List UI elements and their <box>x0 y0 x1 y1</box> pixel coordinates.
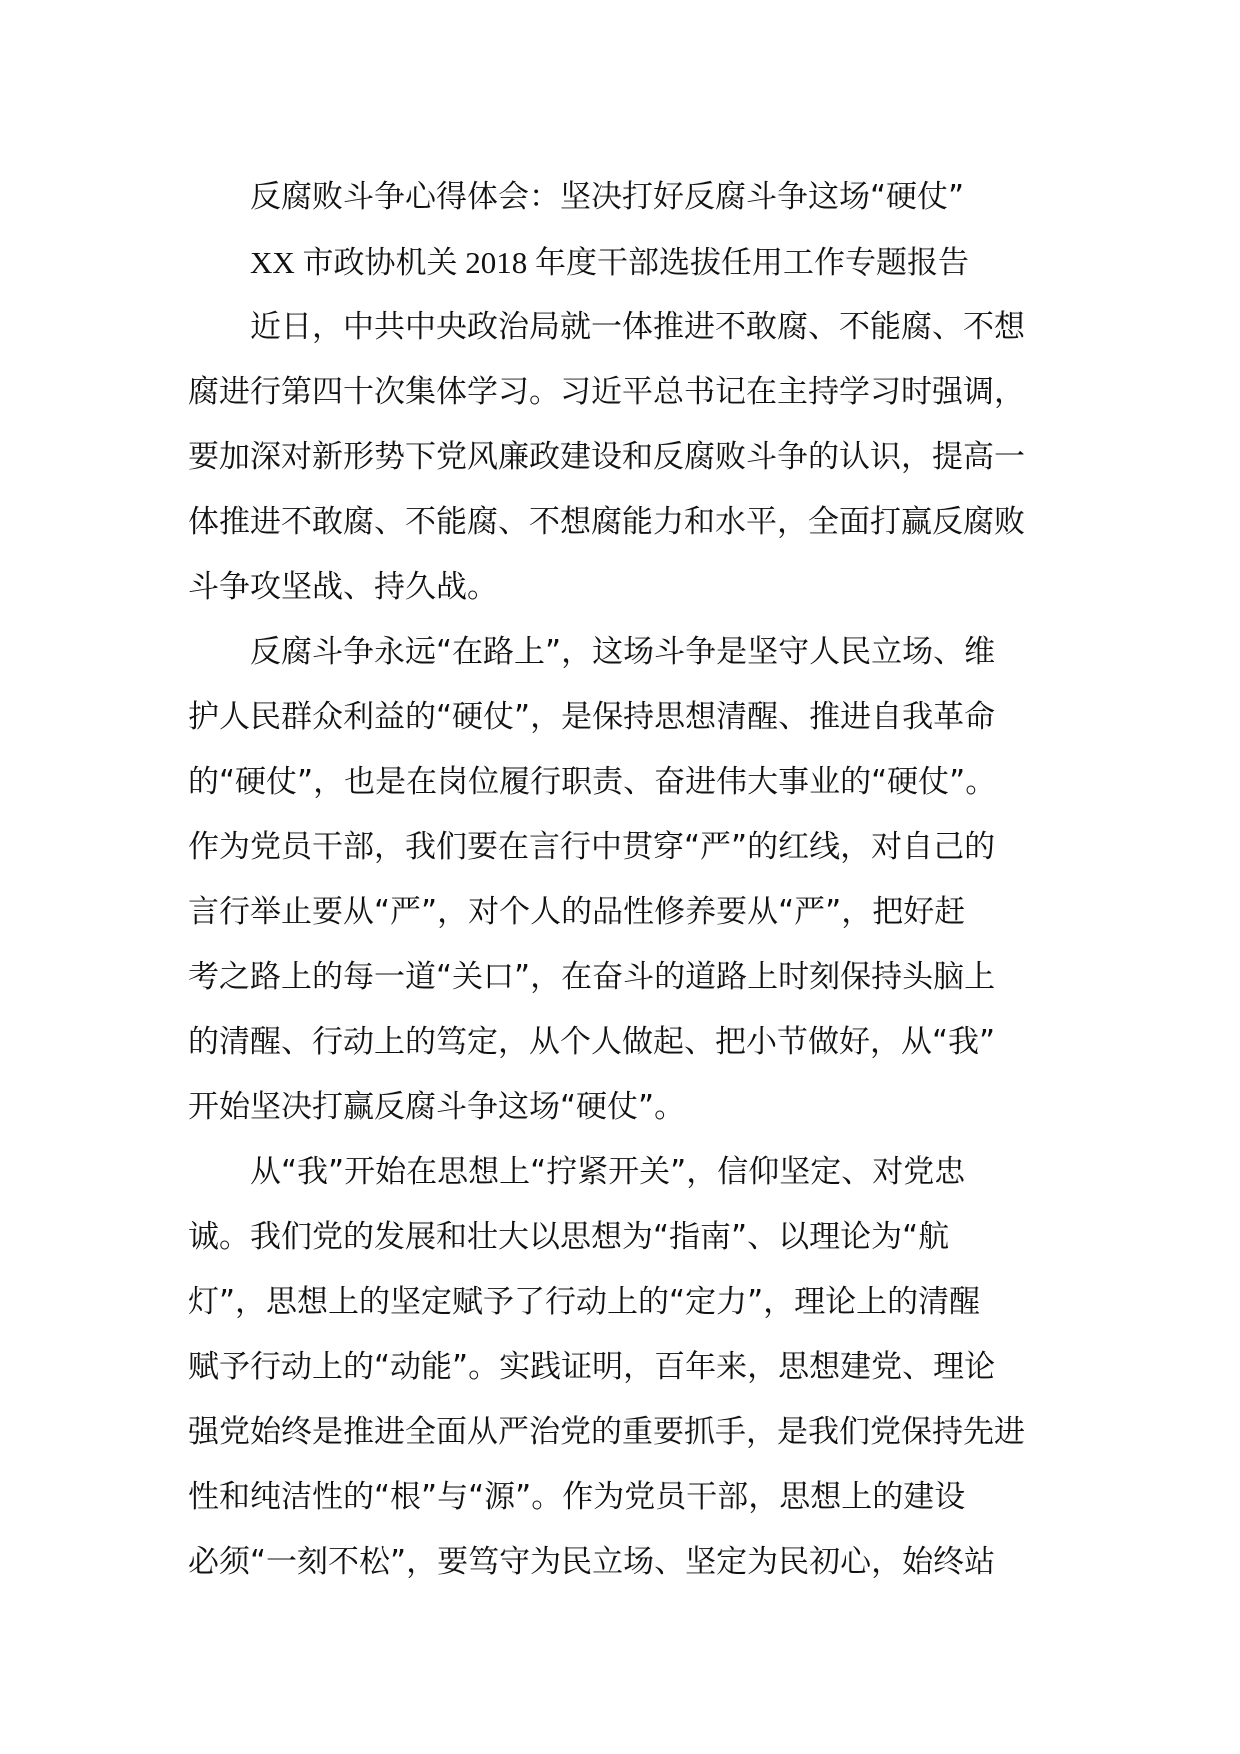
text-line: 灯”，思想上的坚定赋予了行动上的“定力”，理论上的清醒 <box>188 1284 981 1320</box>
text-line: 的清醒、行动上的笃定，从个人做起、把小节做好，从“我” <box>188 1024 996 1060</box>
text-line: 开始坚决打赢反腐斗争这场“硬仗”。 <box>188 1089 686 1125</box>
text-line: 护人民群众利益的“硬仗”，是保持思想清醒、推进自我革命 <box>188 699 996 735</box>
text-line: 性和纯洁性的“根”与“源”。作为党员干部，思想上的建设 <box>188 1479 966 1515</box>
text-line: 腐进行第四十次集体学习。习近平总书记在主持学习时强调， <box>188 374 1025 410</box>
text-line: 的“硬仗”，也是在岗位履行职责、奋进伟大事业的“硬仗”。 <box>188 764 997 800</box>
document-title: 反腐败斗争心得体会：坚决打好反腐斗争这场“硬仗” <box>188 179 965 215</box>
text-line: 赋予行动上的“动能”。实践证明，百年来，思想建党、理论 <box>188 1349 996 1385</box>
text-line: 反腐斗争永远“在路上”，这场斗争是坚守人民立场、维 <box>188 634 996 670</box>
text-line: 强党始终是推进全面从严治党的重要抓手，是我们党保持先进 <box>188 1414 1025 1450</box>
text-line: 近日，中共中央政治局就一体推进不敢腐、不能腐、不想 <box>188 309 1025 345</box>
text-line: 从“我”开始在思想上“拧紧开关”，信仰坚定、对党忠 <box>188 1154 966 1190</box>
document-body <box>188 165 1058 1595</box>
text-line: 诚。我们党的发展和壮大以思想为“指南”、以理论为“航 <box>188 1219 950 1255</box>
text-line: 作为党员干部，我们要在言行中贯穿“严”的红线，对自己的 <box>188 829 996 865</box>
text-line: 要加深对新形势下党风廉政建设和反腐败斗争的认识，提高一 <box>188 439 1025 475</box>
text-line: 斗争攻坚战、持久战。 <box>188 569 498 605</box>
text-line: 体推进不敢腐、不能腐、不想腐能力和水平，全面打赢反腐败 <box>188 504 1025 540</box>
document-subtitle: XX 市政协机关 2018 年度干部选拔任用工作专题报告 <box>188 245 970 280</box>
text-line: 必须“一刻不松”，要笃守为民立场、坚定为民初心，始终站 <box>188 1544 996 1580</box>
text-line: 言行举止要从“严”，对个人的品性修养要从“严”，把好赶 <box>188 894 966 930</box>
text-line: 考之路上的每一道“关口”，在奋斗的道路上时刻保持头脑上 <box>188 959 996 995</box>
